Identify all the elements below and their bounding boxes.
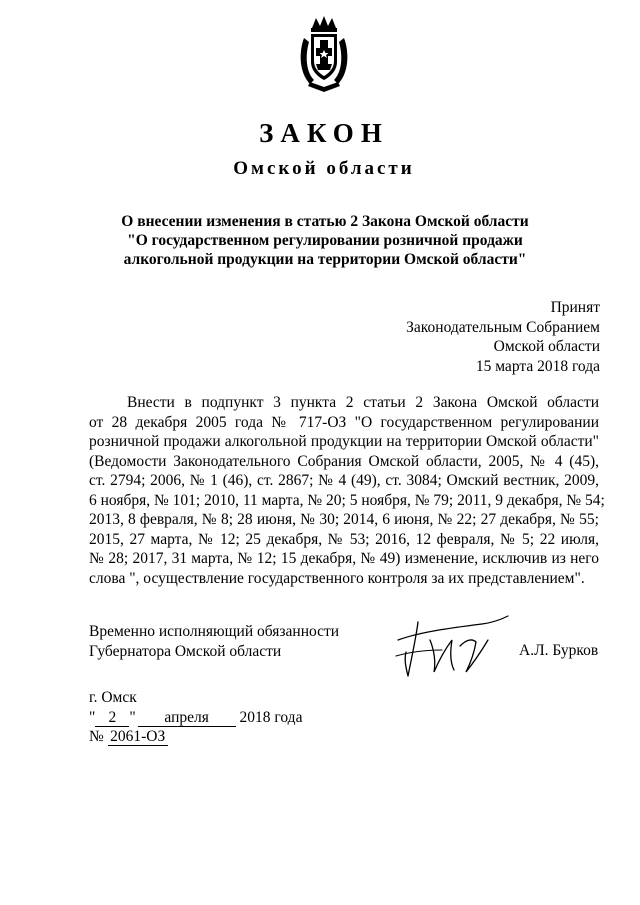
- body-line: № 28; 2017, 31 марта, № 12; 15 декабря, № 49) изменение, исключив из него: [89, 550, 599, 567]
- date-day: 2: [95, 710, 129, 727]
- law-title-line: О внесении изменения в статью 2 Закона Омской области: [121, 213, 529, 230]
- body-line: 2013, 8 февраля, № 8; 28 июня, № 30; 2014, 6 июня, № 22; 27 декабря, № 55;: [89, 511, 599, 528]
- signer-name: А.Л. Бурков: [519, 642, 599, 659]
- signatory-position-line: Временно исполняющий обязанности: [89, 623, 340, 640]
- body-line: 6 ноября, № 101; 2010, 11 марта, № 20; 5 ноября, № 79; 2011, 9 декабря, № 54;: [89, 491, 605, 509]
- document-type: ЗАКОН: [259, 118, 389, 148]
- date-year: 2018 года: [239, 708, 303, 726]
- body-line: от 28 декабря 2005 года № 717-ОЗ "О государственном регулировании: [89, 413, 599, 431]
- body-line: Внести в подпункт 3 пункта 2 статьи 2 Закона Омской области: [127, 394, 599, 411]
- body-line: (Ведомости Законодательного Собрания Омской области, 2005, № 4 (45),: [89, 452, 599, 470]
- date-quote-open: ": [89, 708, 96, 726]
- body-line: ст. 2794; 2006, № 1 (46), ст. 2867; № 4 (49), ст. 3084; Омский вестник, 2009,: [89, 472, 599, 489]
- law-number-prefix: №: [89, 728, 104, 745]
- signatory-position: [89, 622, 339, 661]
- footer-block: [89, 688, 302, 747]
- law-body: [89, 393, 605, 588]
- signatory-position-line: Губернатора Омской области: [89, 642, 282, 660]
- law-title-line: "О государственном регулировании розничной продажи: [127, 232, 523, 249]
- date-month: апреля: [138, 710, 236, 727]
- handwritten-signature: [390, 610, 515, 685]
- adoption-date: 15 марта 2018 года: [475, 357, 600, 375]
- date-quote-close: ": [129, 708, 136, 726]
- law-number: [89, 727, 302, 747]
- adoption-line: Омской области: [493, 338, 600, 355]
- law-number-value: 2061-ОЗ: [108, 729, 168, 746]
- city: г. Омск: [89, 689, 137, 706]
- coat-of-arms-icon: [294, 14, 354, 94]
- body-line: розничной продажи алкогольной продукции на территории Омской области": [89, 433, 599, 450]
- adoption-line: Законодательным Собранием: [406, 318, 600, 336]
- law-title: [120, 212, 530, 269]
- body-line: 2015, 27 марта, № 12; 25 декабря, № 53; 2016, 12 февраля, № 5; 22 июля,: [89, 530, 599, 548]
- body-line: слова ", осуществление государственного контроля за их представлением".: [89, 569, 585, 587]
- law-title-line: алкогольной продукции на территории Омской области": [123, 251, 527, 268]
- signing-date: [89, 708, 302, 728]
- adoption-block: [406, 298, 600, 376]
- adoption-line: Принят: [550, 299, 600, 316]
- region-name: Омской области: [233, 158, 415, 179]
